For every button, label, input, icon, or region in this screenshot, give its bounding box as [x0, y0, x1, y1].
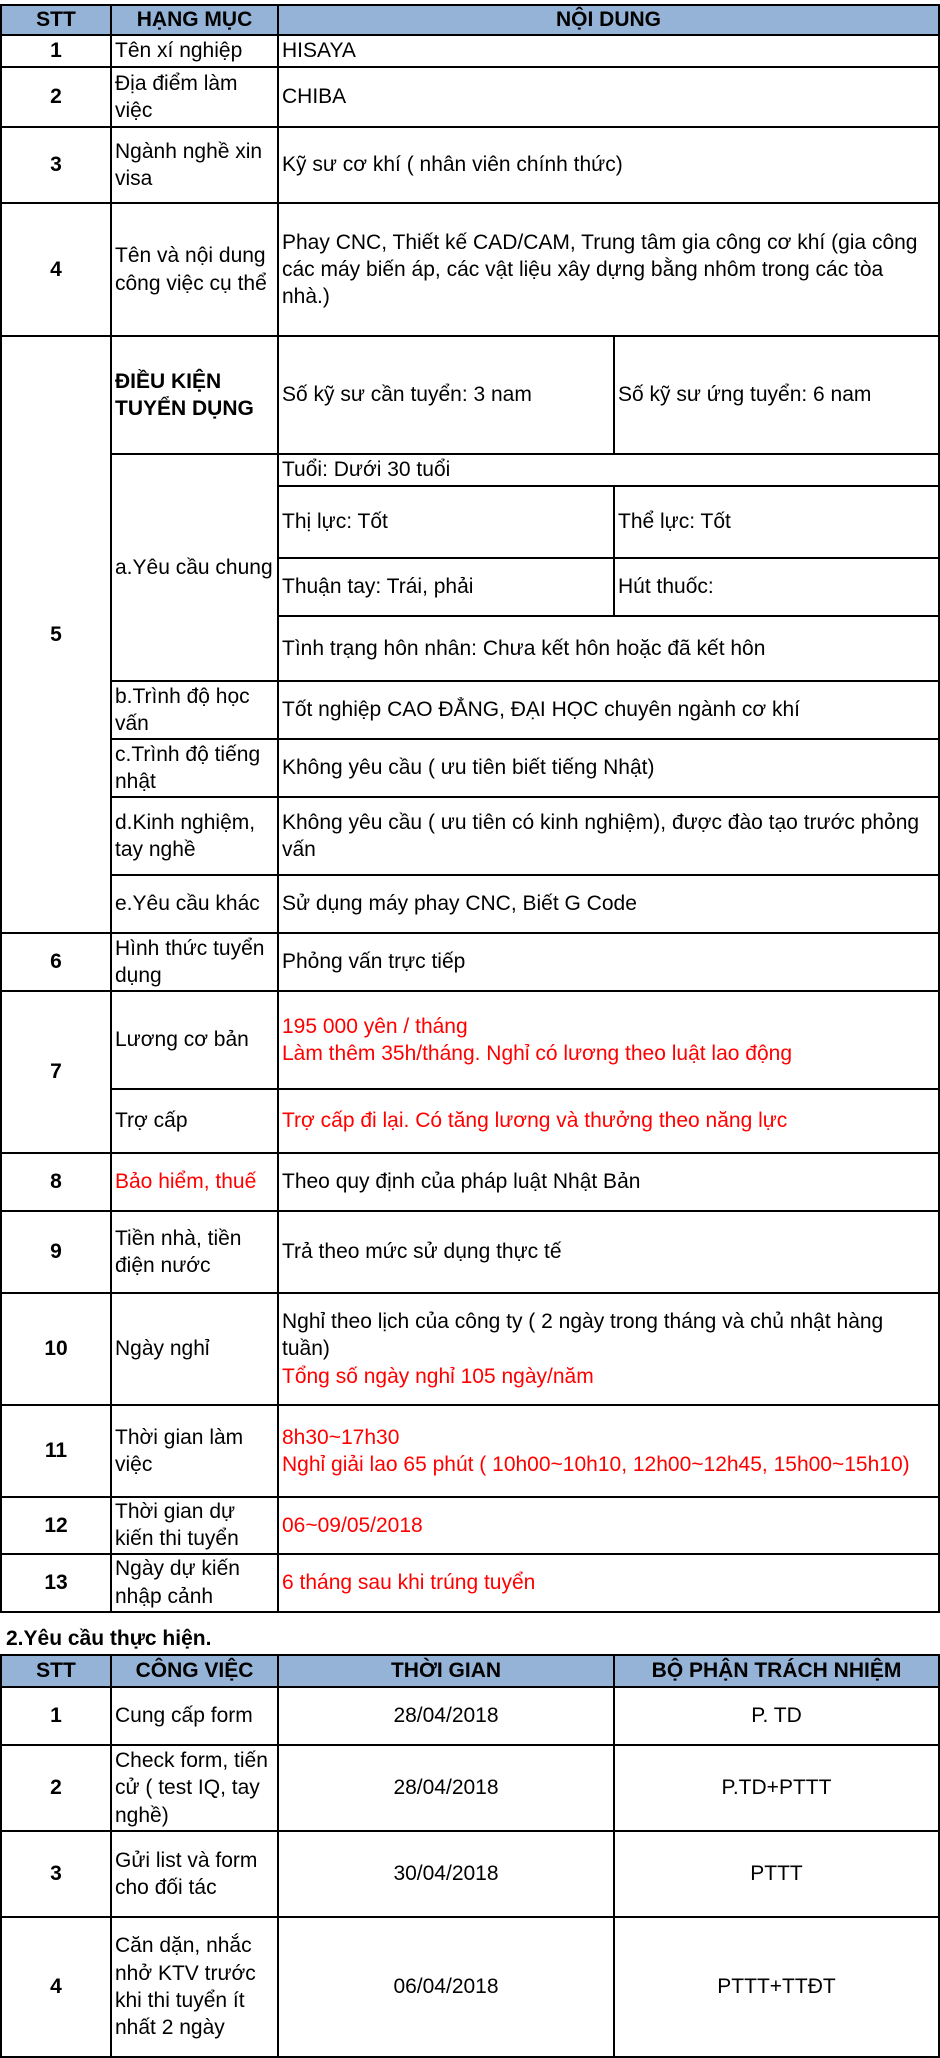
- luong-line-2: Làm thêm 35h/tháng. Nghỉ có lương theo luật lao động: [282, 1042, 792, 1065]
- task-2-bo-phan: P.TD+PTTT: [614, 1745, 939, 1831]
- task-4-cong-viec: Căn dặn, nhắc nhở KTV trước khi thi tuyển ít nhất 2 ngày: [111, 1917, 278, 2057]
- task-header-thoi-gian: THỜI GIAN: [278, 1655, 614, 1687]
- row-5-hon-nhan: Tình trạng hôn nhân: Chưa kết hôn hoặc đã kết hôn: [278, 616, 939, 681]
- thoi-gian-line-1: 8h30~17h30: [282, 1425, 400, 1449]
- row-12-label: Thời gian dự kiến thi tuyển: [111, 1497, 278, 1554]
- recruitment-info-table: [0, 4, 940, 1613]
- task-table: [0, 1654, 940, 2058]
- row-5-tuoi: Tuổi: Dưới 30 tuổi: [278, 454, 939, 486]
- table-row: [1, 1917, 939, 2057]
- task-1-stt: 1: [1, 1687, 111, 1745]
- row-13-stt: 13: [1, 1554, 111, 1612]
- row-5-thuan-tay: Thuận tay: Trái, phải: [278, 558, 614, 616]
- row-9-label: Tiền nhà, tiền điện nước: [111, 1211, 278, 1293]
- task-3-thoi-gian: 30/04/2018: [278, 1831, 614, 1917]
- row-1-value: HISAYA: [278, 35, 939, 67]
- row-2-label: Địa điểm làm việc: [111, 67, 278, 127]
- row-9-value: Trả theo mức sử dụng thực tế: [278, 1211, 939, 1293]
- row-1-stt: 1: [1, 35, 111, 67]
- row-5-hut-thuoc: Hút thuốc:: [614, 558, 939, 616]
- task-2-cong-viec: Check form, tiến cử ( test IQ, tay nghề): [111, 1745, 278, 1831]
- row-6-stt: 6: [1, 933, 111, 991]
- table-row: [1, 1831, 939, 1917]
- row-5-d-label: d.Kinh nghiệm, tay nghề: [111, 797, 278, 875]
- task-2-stt: 2: [1, 1745, 111, 1831]
- row-8-stt: 8: [1, 1153, 111, 1211]
- row-7-tro-cap-value: Trợ cấp đi lại. Có tăng lương và thưởng theo năng lực: [278, 1089, 939, 1153]
- row-12-stt: 12: [1, 1497, 111, 1554]
- task-2-thoi-gian: 28/04/2018: [278, 1745, 614, 1831]
- task-3-stt: 3: [1, 1831, 111, 1917]
- task-3-bo-phan: PTTT: [614, 1831, 939, 1917]
- row-4-label: Tên và nội dung công việc cụ thể: [111, 203, 278, 336]
- task-1-bo-phan: P. TD: [614, 1687, 939, 1745]
- row-2-value: CHIBA: [278, 67, 939, 127]
- task-3-cong-viec: Gửi list và form cho đối tác: [111, 1831, 278, 1917]
- row-13-value: 6 tháng sau khi trúng tuyển: [278, 1554, 939, 1612]
- row-5-b-value: Tốt nghiệp CAO ĐẲNG, ĐẠI HỌC chuyên ngành cơ khí: [278, 681, 939, 739]
- row-5-c-label: c.Trình độ tiếng nhật: [111, 739, 278, 797]
- row-2-stt: 2: [1, 67, 111, 127]
- row-5-the-luc: Thể lực: Tốt: [614, 486, 939, 558]
- row-7-luong-value: [278, 991, 939, 1089]
- row-5-a-label: a.Yêu cầu chung: [111, 454, 278, 681]
- task-header-stt: STT: [1, 1655, 111, 1687]
- row-5-e-value: Sử dụng máy phay CNC, Biết G Code: [278, 875, 939, 933]
- table-row: [1, 1745, 939, 1831]
- row-11-stt: 11: [1, 1405, 111, 1497]
- row-3-stt: 3: [1, 127, 111, 203]
- row-5-so-ky-su-can: Số kỹ sư cần tuyển: 3 nam: [278, 336, 614, 454]
- task-1-cong-viec: Cung cấp form: [111, 1687, 278, 1745]
- row-5-dieu-kien: ĐIỀU KIỆN TUYỂN DỤNG: [111, 336, 278, 454]
- task-4-stt: 4: [1, 1917, 111, 2057]
- row-7-stt: 7: [1, 991, 111, 1153]
- header-hang-muc: HẠNG MỤC: [111, 5, 278, 35]
- row-13-label: Ngày dự kiến nhập cảnh: [111, 1554, 278, 1612]
- row-5-stt: 5: [1, 336, 111, 933]
- header-stt: STT: [1, 5, 111, 35]
- row-7-luong-label: Lương cơ bản: [111, 991, 278, 1089]
- row-6-value: Phỏng vấn trực tiếp: [278, 933, 939, 991]
- row-8-value: Theo quy định của pháp luật Nhật Bản: [278, 1153, 939, 1211]
- luong-line-1: 195 000 yên / tháng: [282, 1014, 468, 1038]
- row-5-c-value: Không yêu cầu ( ưu tiên biết tiếng Nhật): [278, 739, 939, 797]
- task-header-bo-phan: BỘ PHẬN TRÁCH NHIỆM: [614, 1655, 939, 1687]
- row-5-so-ky-su-ung: Số kỹ sư ứng tuyển: 6 nam: [614, 336, 939, 454]
- table-row: [1, 1687, 939, 1745]
- row-3-value: Kỹ sư cơ khí ( nhân viên chính thức): [278, 127, 939, 203]
- row-5-e-label: e.Yêu cầu khác: [111, 875, 278, 933]
- section-2-title: 2.Yêu cầu thực hiện.: [6, 1627, 212, 1650]
- row-10-stt: 10: [1, 1293, 111, 1405]
- row-6-label: Hình thức tuyển dụng: [111, 933, 278, 991]
- row-12-value: 06~09/05/2018: [278, 1497, 939, 1554]
- row-1-label: Tên xí nghiệp: [111, 35, 278, 67]
- row-10-label: Ngày nghỉ: [111, 1293, 278, 1405]
- task-1-thoi-gian: 28/04/2018: [278, 1687, 614, 1745]
- row-4-value: Phay CNC, Thiết kế CAD/CAM, Trung tâm gia công cơ khí (gia công các máy biến áp, các vật liệu xây dựng bằng nhôm trong các tòa nhà.): [278, 203, 939, 336]
- row-7-tro-cap-label: Trợ cấp: [111, 1089, 278, 1153]
- row-3-label: Ngành nghề xin visa: [111, 127, 278, 203]
- header-noi-dung: NỘI DUNG: [278, 5, 939, 35]
- row-5-thi-luc: Thị lực: Tốt: [278, 486, 614, 558]
- row-4-stt: 4: [1, 203, 111, 336]
- row-10-value: [278, 1293, 939, 1405]
- row-11-label: Thời gian làm việc: [111, 1405, 278, 1497]
- row-8-label: Bảo hiểm, thuế: [111, 1153, 278, 1211]
- task-4-thoi-gian: 06/04/2018: [278, 1917, 614, 2057]
- row-5-b-label: b.Trình độ học vấn: [111, 681, 278, 739]
- task-4-bo-phan: PTTT+TTĐT: [614, 1917, 939, 2057]
- row-11-value: [278, 1405, 939, 1497]
- thoi-gian-line-2: Nghỉ giải lao 65 phút ( 10h00~10h10, 12h00~12h45, 15h00~15h10): [282, 1453, 910, 1476]
- row-5-d-value: Không yêu cầu ( ưu tiên có kinh nghiệm), được đào tạo trước phỏng vấn: [278, 797, 939, 875]
- ngay-nghi-line-1: Nghỉ theo lịch của công ty ( 2 ngày trong tháng và chủ nhật hàng tuần): [282, 1310, 884, 1361]
- ngay-nghi-line-2: Tổng số ngày nghỉ 105 ngày/năm: [282, 1364, 594, 1388]
- row-9-stt: 9: [1, 1211, 111, 1293]
- task-header-cong-viec: CÔNG VIỆC: [111, 1655, 278, 1687]
